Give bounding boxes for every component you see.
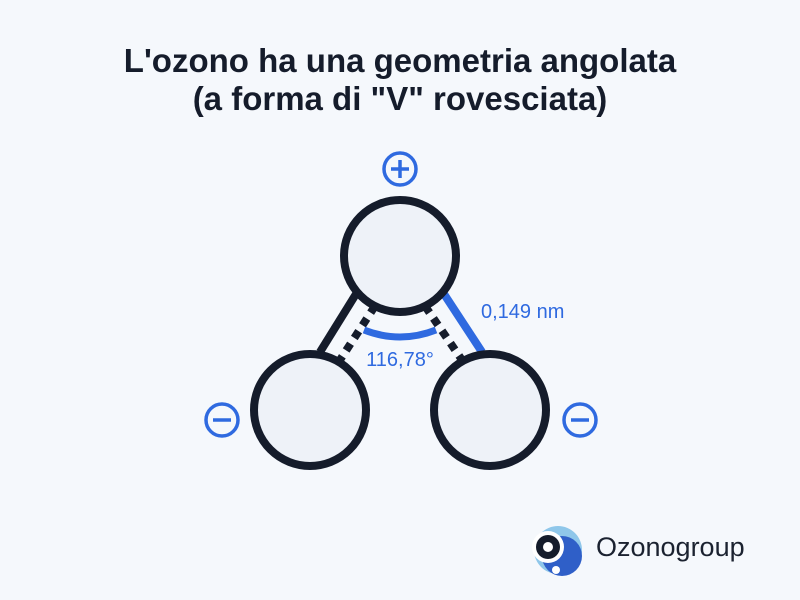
bond-length-label: 0,149 nm — [481, 301, 565, 323]
ozonogroup-logo-icon — [532, 526, 582, 576]
oxygen-atom-left — [254, 354, 366, 466]
title-line-1: L'ozono ha una geometria angolata — [123, 42, 677, 79]
plus-charge-icon — [384, 153, 416, 185]
minus-charge-icon-right — [564, 404, 596, 436]
bond-left-solid — [320, 294, 356, 352]
brand-name: Ozonogroup — [596, 532, 745, 562]
title-line-2: (a forma di "V" rovesciata) — [192, 80, 608, 117]
bond-right-solid — [444, 294, 482, 352]
oxygen-atom-right — [434, 354, 546, 466]
minus-charge-icon-left — [206, 404, 238, 436]
bond-angle-arc — [364, 330, 436, 337]
bond-angle-label: 116,78° — [366, 349, 434, 371]
oxygen-atom-top — [344, 200, 456, 312]
